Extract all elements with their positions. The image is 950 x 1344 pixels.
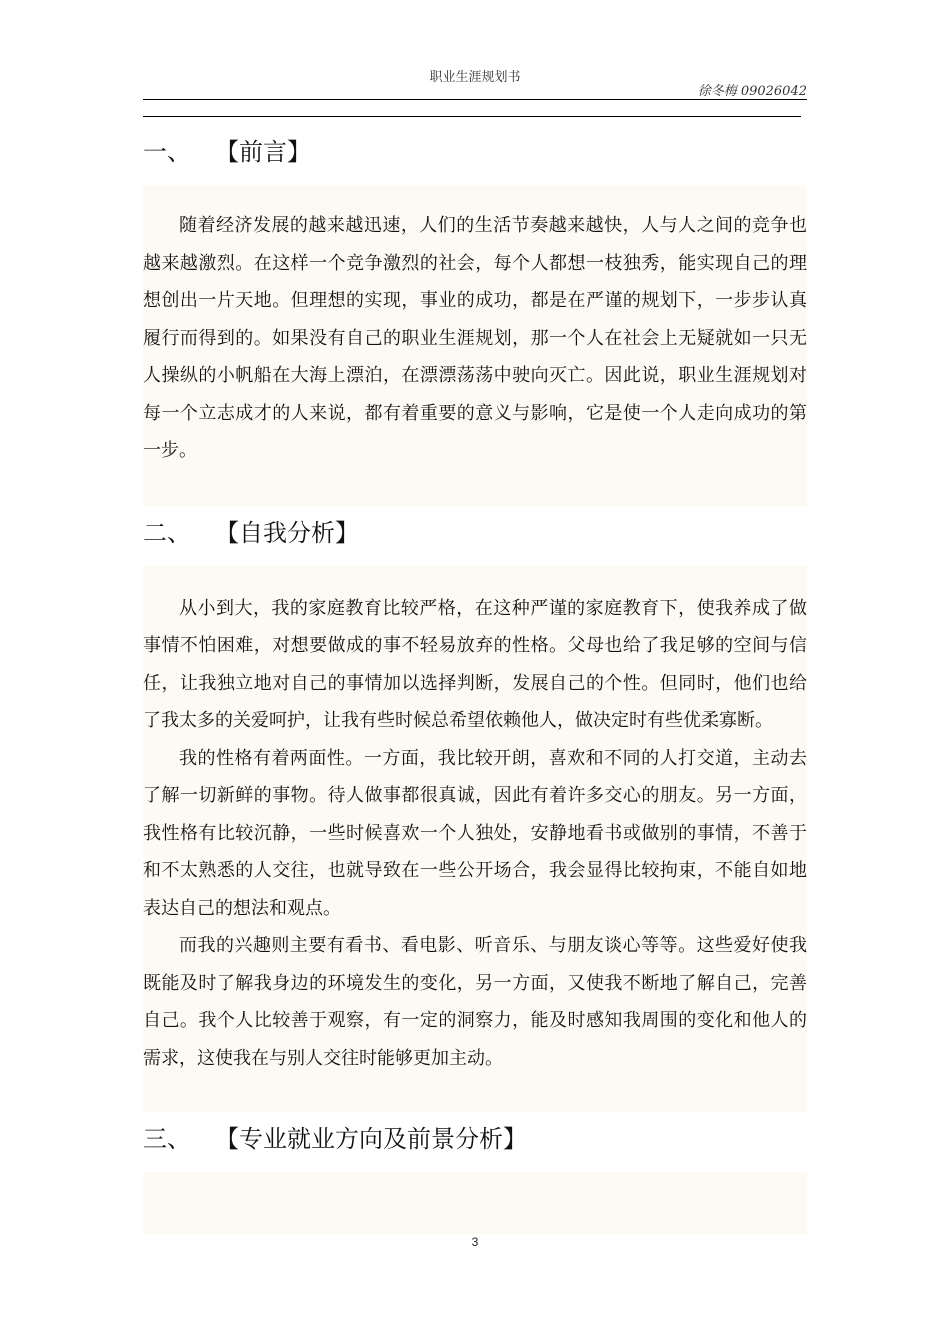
section-body bbox=[143, 185, 807, 506]
section-number: 一、 bbox=[143, 138, 191, 166]
section-self-analysis bbox=[143, 506, 807, 1113]
page-number: 3 bbox=[471, 1235, 479, 1249]
section-title: 【专业就业方向及前景分析】 bbox=[215, 1125, 527, 1153]
section-heading bbox=[143, 506, 807, 566]
section-heading bbox=[143, 125, 807, 185]
paragraph: 而我的兴趣则主要有看书、看电影、听音乐、与朋友谈心等等。这些爱好使我既能及时了解我身边的环境发生的变化，另一方面，又使我不断地了解自己，完善自己。我个人比较善于观察，有一定的洞察力，能及时感知我周围的变化和他人的需求，这使我在与别人交往时能够更加主动。 bbox=[143, 935, 807, 1069]
header-rule-secondary bbox=[143, 116, 801, 117]
header-author: 徐冬梅 09026042 bbox=[697, 84, 807, 99]
paragraph: 我的性格有着两面性。一方面，我比较开朗，喜欢和不同的人打交道，主动去了解一切新鲜的事物。待人做事都很真诚，因此有着许多交心的朋友。另一方面，我性格有比较沉静，一些时候喜欢一个人独处，安静地看书或做别的事情，不善于和不太熟悉的人交往，也就导致在一些公开场合，我会显得比较拘束，不能自如地表达自己的想法和观点。 bbox=[143, 747, 807, 919]
section-title: 【前言】 bbox=[215, 138, 311, 166]
section-career-prospects bbox=[143, 1112, 807, 1234]
section-number: 三、 bbox=[143, 1125, 191, 1153]
paragraph: 从小到大，我的家庭教育比较严格，在这种严谨的家庭教育下，使我养成了做事情不怕困难，对想要做成的事不轻易放弃的性格。父母也给了我足够的空间与信任，让我独立地对自己的事情加以选择判断，发展自己的个性。但同时，他们也给了我太多的关爱呵护，让我有些时候总希望依赖他人，做决定时有些优柔寡断。 bbox=[143, 597, 807, 731]
section-preface bbox=[143, 125, 807, 506]
section-title: 【自我分析】 bbox=[215, 518, 359, 547]
section-body bbox=[143, 1172, 807, 1234]
section-body bbox=[143, 566, 807, 1113]
page-content bbox=[143, 125, 807, 1234]
header-rule bbox=[143, 99, 807, 100]
paragraph: 随着经济发展的越来越迅速，人们的生活节奏越来越快，人与人之间的竞争也越来越激烈。在这样一个竞争激烈的社会，每个人都想一枝独秀，能实现自己的理想创出一片天地。但理想的实现，事业的成功，都是在严谨的规划下，一步步认真履行而得到的。如果没有自己的职业生涯规划，那一个人在社会上无疑就如一只无人操纵的小帆船在大海上漂泊，在漂漂荡荡中驶向灭亡。因此说，职业生涯规划对每一个立志成才的人来说，都有着重要的意义与影响，它是使一个人走向成功的第一步。 bbox=[143, 215, 807, 461]
section-number: 二、 bbox=[143, 518, 191, 547]
header-title: 职业生涯规划书 bbox=[429, 70, 521, 85]
section-heading bbox=[143, 1112, 807, 1172]
